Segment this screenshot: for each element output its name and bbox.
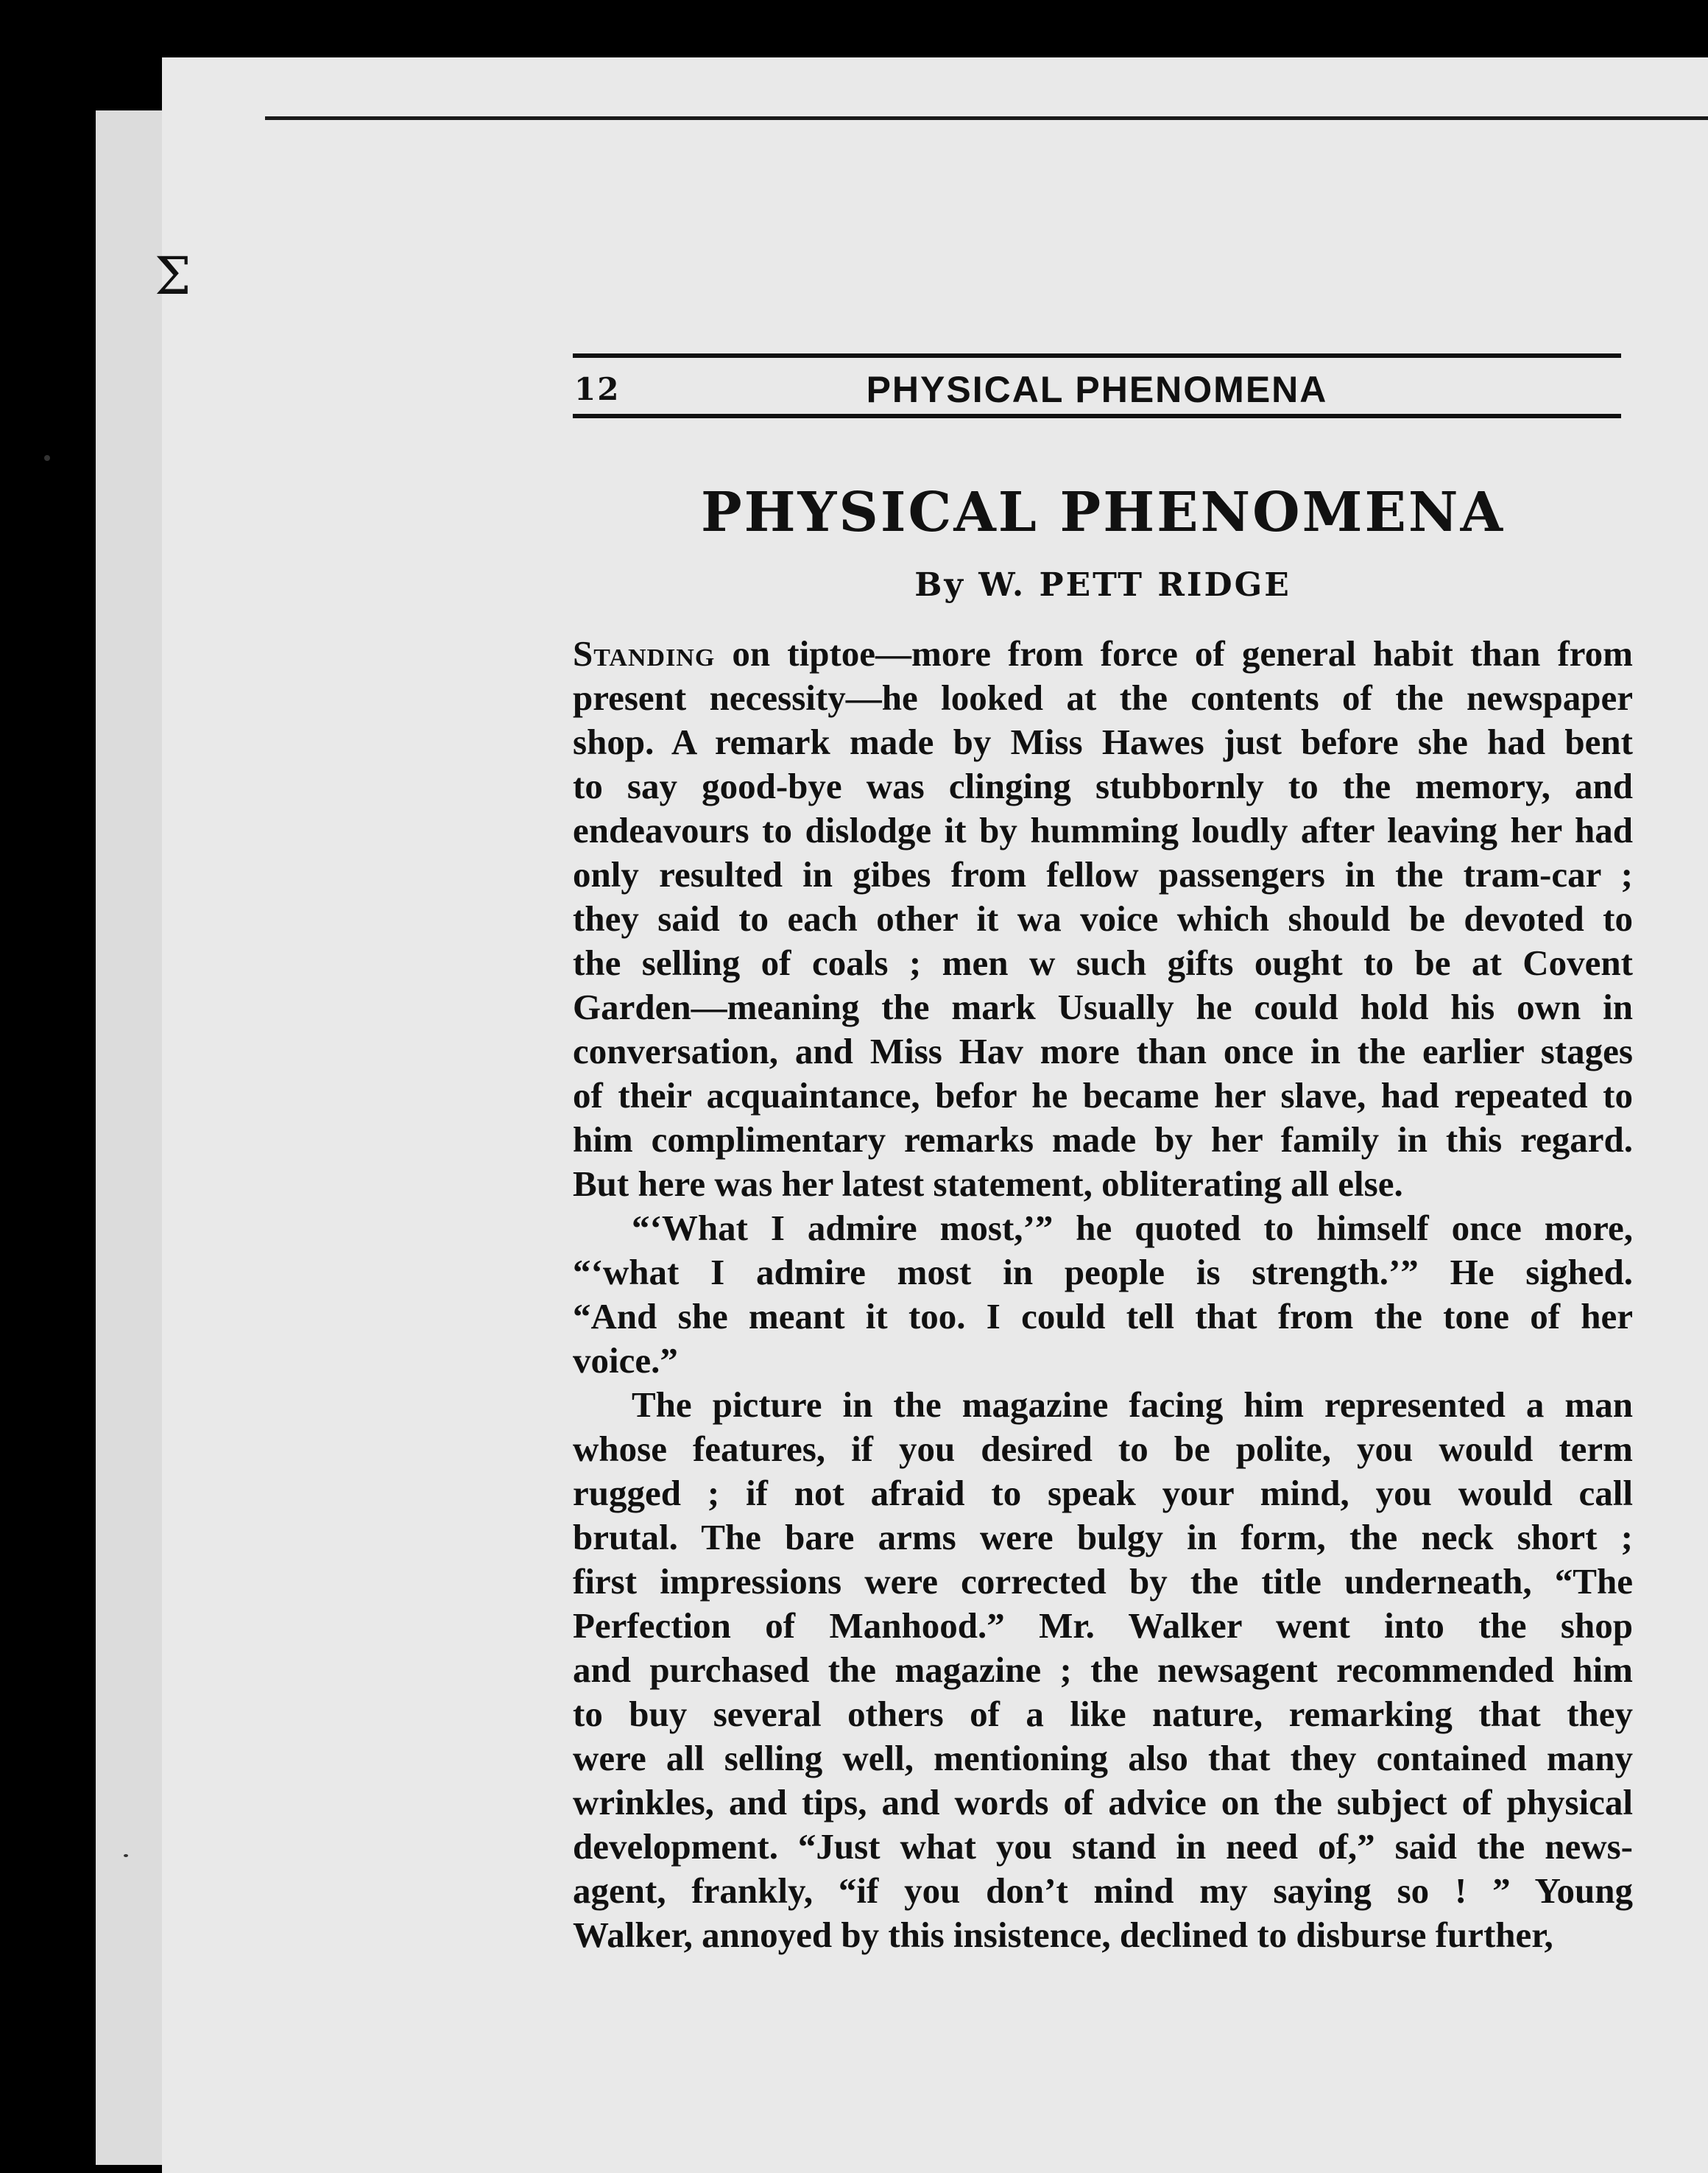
text-line-content: Garden—meaning the mark Usually he could hold his own in [573,987,1633,1027]
text-line-content: present necessity—he looked at the contents of the newspaper [573,677,1633,718]
text-line [573,676,1633,720]
text-line-content: rugged ; if not afraid to speak your mind, you would call [573,1473,1633,1513]
text-line [573,1029,1633,1074]
text-line [573,809,1633,853]
text-line-content: they said to each other it wa voice which should be devoted to [573,898,1633,939]
text-line [573,1648,1633,1692]
text-line [573,1515,1633,1560]
article-title: PHYSICAL PHENOMENA [701,481,1505,544]
margin-pencil-mark: Σ [155,246,191,306]
text-line-content: endeavours to dislodge it by humming loudly after leaving her had [573,810,1633,850]
text-line [573,1869,1633,1913]
drop-word-smallcaps: Standing [573,633,716,674]
text-line-content: wrinkles, and tips, and words of advice on the subject of physical [573,1782,1633,1822]
text-line [573,985,1633,1029]
text-line-content: the selling of coals ; men w such gifts ought to be at Covent [573,943,1633,983]
text-line [573,720,1633,764]
paragraph [573,632,1633,1206]
text-line-content: The picture in the magazine facing him represented a man [632,1384,1633,1425]
text-line-content: to buy several others of a like nature, remarking that they [573,1694,1633,1734]
text-line-content: “‘what I admire most in people is strength.’” He sighed. [573,1252,1633,1292]
margin-speck [124,1854,128,1857]
text-line [573,1162,1633,1206]
text-line [573,853,1633,897]
text-line-content: on tiptoe—more from force of general habit than from [715,633,1633,674]
text-line [573,1604,1633,1648]
text-line-content: But here was her latest statement, obliterating all else. [573,1163,1403,1204]
text-line [573,941,1633,985]
text-line-content: Walker, annoyed by this insistence, declined to disburse further, [573,1915,1553,1955]
text-line-content: development. “Just what you stand in need of,” said the news- [573,1826,1633,1867]
text-line [573,632,1633,676]
text-line [573,764,1633,809]
text-line [573,1250,1633,1295]
page [155,57,1708,2173]
text-line [573,1736,1633,1781]
text-line [573,1118,1633,1162]
text-line-content: “And she meant it too. I could tell that from the tone of her [573,1296,1633,1336]
text-line [573,1339,1633,1383]
page-top-edge-line [265,116,1708,120]
text-line [573,1560,1633,1604]
text-line [573,1295,1633,1339]
running-head [573,353,1621,418]
article-body [573,632,1633,1957]
article [573,466,1633,1957]
paragraph [573,1206,1633,1383]
text-line-content: to say good-bye was clinging stubbornly to the memory, and [573,766,1633,806]
text-line-content: were all selling well, mentioning also that they contained many [573,1738,1633,1778]
text-line [573,897,1633,941]
text-line [573,1427,1633,1471]
text-line-content: of their acquaintance, befor he became her slave, had repeated to [573,1075,1633,1116]
text-line-content: shop. A remark made by Miss Hawes just before she had bent [573,722,1633,762]
page-number: 12 [574,371,621,407]
text-line [573,1825,1633,1869]
text-line-content: conversation, and Miss Hav more than once in the earlier stages [573,1031,1633,1071]
text-line [573,1383,1633,1427]
text-line [573,1074,1633,1118]
text-line-content: voice.” [573,1340,678,1381]
text-line-content: Perfection of Manhood.” Mr. Walker went into the shop [573,1605,1633,1646]
text-line [573,1692,1633,1736]
text-line [573,1781,1633,1825]
running-head-title: PHYSICAL PHENOMENA [866,369,1328,410]
text-line [573,1206,1633,1250]
text-line-content: “‘What I admire most,’” he quoted to himself once more, [632,1208,1633,1248]
text-line [573,1471,1633,1515]
article-byline: By W. PETT RIDGE [914,566,1291,604]
text-line-content: and purchased the magazine ; the newsagent recommended him [573,1649,1633,1690]
text-line-content: only resulted in gibes from fellow passengers in the tram-car ; [573,854,1633,895]
text-line-content: agent, frankly, “if you don’t mind my saying so ! ” Young [573,1870,1633,1911]
text-line [573,1913,1633,1957]
running-head-bottom-rule [573,414,1621,418]
paragraph [573,1383,1633,1957]
running-head-row [573,358,1621,414]
text-line-content: brutal. The bare arms were bulgy in form, the neck short ; [573,1517,1633,1557]
margin-speck [44,455,50,461]
text-line-content: him complimentary remarks made by her family in this regard. [573,1119,1633,1160]
text-line-content: whose features, if you desired to be polite, you would term [573,1429,1633,1469]
text-line-content: first impressions were corrected by the title underneath, “The [573,1561,1633,1602]
